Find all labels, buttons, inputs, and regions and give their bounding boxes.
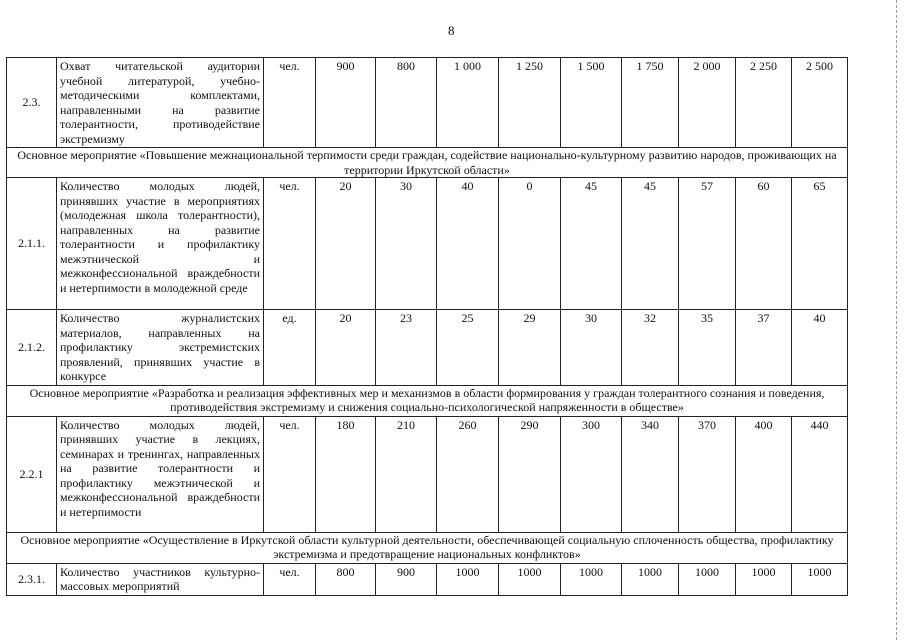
value-cell: 300 — [561, 416, 622, 532]
unit-cell: чел. — [264, 416, 316, 532]
unit-cell: ед. — [264, 310, 316, 386]
value-cell: 1000 — [437, 563, 499, 595]
value-cell: 800 — [376, 58, 437, 148]
indicator-name: Количество журналистских материалов, направленных на профилактику экстремистских проявлений, принявших участие в конкурсе — [57, 310, 264, 386]
value-cell: 57 — [679, 178, 736, 310]
value-cell: 1000 — [679, 563, 736, 595]
value-cell: 1000 — [736, 563, 792, 595]
value-cell: 0 — [499, 178, 561, 310]
indicator-name: Количество участников культурно-массовых мероприятий — [57, 563, 264, 595]
unit-cell: чел. — [264, 58, 316, 148]
value-cell: 20 — [316, 178, 376, 310]
indicators-table — [6, 57, 848, 596]
value-cell: 180 — [316, 416, 376, 532]
table-row — [7, 563, 848, 595]
value-cell: 1000 — [499, 563, 561, 595]
value-cell: 900 — [316, 58, 376, 148]
value-cell: 20 — [316, 310, 376, 386]
section-row — [7, 385, 848, 416]
indicator-name: Охват читательской аудитории учебной литературой, учебно-методическими комплектами, направленными на развитие толерантности, противодействие экстремизму — [57, 58, 264, 148]
value-cell: 1000 — [792, 563, 848, 595]
section-heading: Основное мероприятие «Повышение межнациональной терпимости среди граждан, содействие национально-культурному развитию народов, проживающих на территории Иркутской области» — [7, 148, 848, 178]
value-cell: 1000 — [622, 563, 679, 595]
value-cell: 23 — [376, 310, 437, 386]
unit-cell: чел. — [264, 178, 316, 310]
value-cell: 45 — [622, 178, 679, 310]
value-cell: 440 — [792, 416, 848, 532]
value-cell: 40 — [792, 310, 848, 386]
margin-line — [896, 0, 898, 640]
value-cell: 400 — [736, 416, 792, 532]
row-number: 2.1.1. — [7, 178, 57, 310]
row-number: 2.1.2. — [7, 310, 57, 386]
value-cell: 2 250 — [736, 58, 792, 148]
value-cell: 1 500 — [561, 58, 622, 148]
value-cell: 900 — [376, 563, 437, 595]
value-cell: 45 — [561, 178, 622, 310]
row-number: 2.3. — [7, 58, 57, 148]
value-cell: 2 000 — [679, 58, 736, 148]
value-cell: 210 — [376, 416, 437, 532]
value-cell: 290 — [499, 416, 561, 532]
value-cell: 260 — [437, 416, 499, 532]
value-cell: 340 — [622, 416, 679, 532]
indicator-name: Количество молодых людей, принявших участие в лекциях, семинарах и тренингах, направленных на развитие толерантности и профилактику межэтнической и межконфессиональной враждебности и нетерпимости — [57, 416, 264, 532]
section-heading: Основное мероприятие «Осуществление в Иркутской области культурной деятельности, обеспечивающей социальную сплоченность общества, профилактику экстремизма и предотвращение национальных конфликтов» — [7, 532, 848, 563]
unit-cell: чел. — [264, 563, 316, 595]
page-number: 8 — [448, 23, 455, 38]
value-cell: 60 — [736, 178, 792, 310]
indicator-name: Количество молодых людей, принявших участие в мероприятиях (молодежная школа толерантности), направленных на развитие толерантности и профилактику межэтнической и межконфессиональной враждебности и нетерпимости в молодежной среде — [57, 178, 264, 310]
value-cell: 25 — [437, 310, 499, 386]
row-number: 2.3.1. — [7, 563, 57, 595]
value-cell: 800 — [316, 563, 376, 595]
section-row — [7, 532, 848, 563]
value-cell: 29 — [499, 310, 561, 386]
value-cell: 32 — [622, 310, 679, 386]
section-row — [7, 148, 848, 178]
value-cell: 30 — [376, 178, 437, 310]
value-cell: 1 250 — [499, 58, 561, 148]
value-cell: 1000 — [561, 563, 622, 595]
table-row — [7, 178, 848, 310]
value-cell: 30 — [561, 310, 622, 386]
table-row — [7, 416, 848, 532]
table-row — [7, 310, 848, 386]
value-cell: 40 — [437, 178, 499, 310]
value-cell: 370 — [679, 416, 736, 532]
row-number: 2.2.1 — [7, 416, 57, 532]
section-heading: Основное мероприятие «Разработка и реализация эффективных мер и механизмов в области формирования у граждан толерантного сознания и поведения, противодействия экстремизму и снижения социально-психологической напряженности в обществе» — [7, 385, 848, 416]
value-cell: 65 — [792, 178, 848, 310]
table-row — [7, 58, 848, 148]
value-cell: 37 — [736, 310, 792, 386]
value-cell: 1 750 — [622, 58, 679, 148]
value-cell: 35 — [679, 310, 736, 386]
value-cell: 1 000 — [437, 58, 499, 148]
value-cell: 2 500 — [792, 58, 848, 148]
